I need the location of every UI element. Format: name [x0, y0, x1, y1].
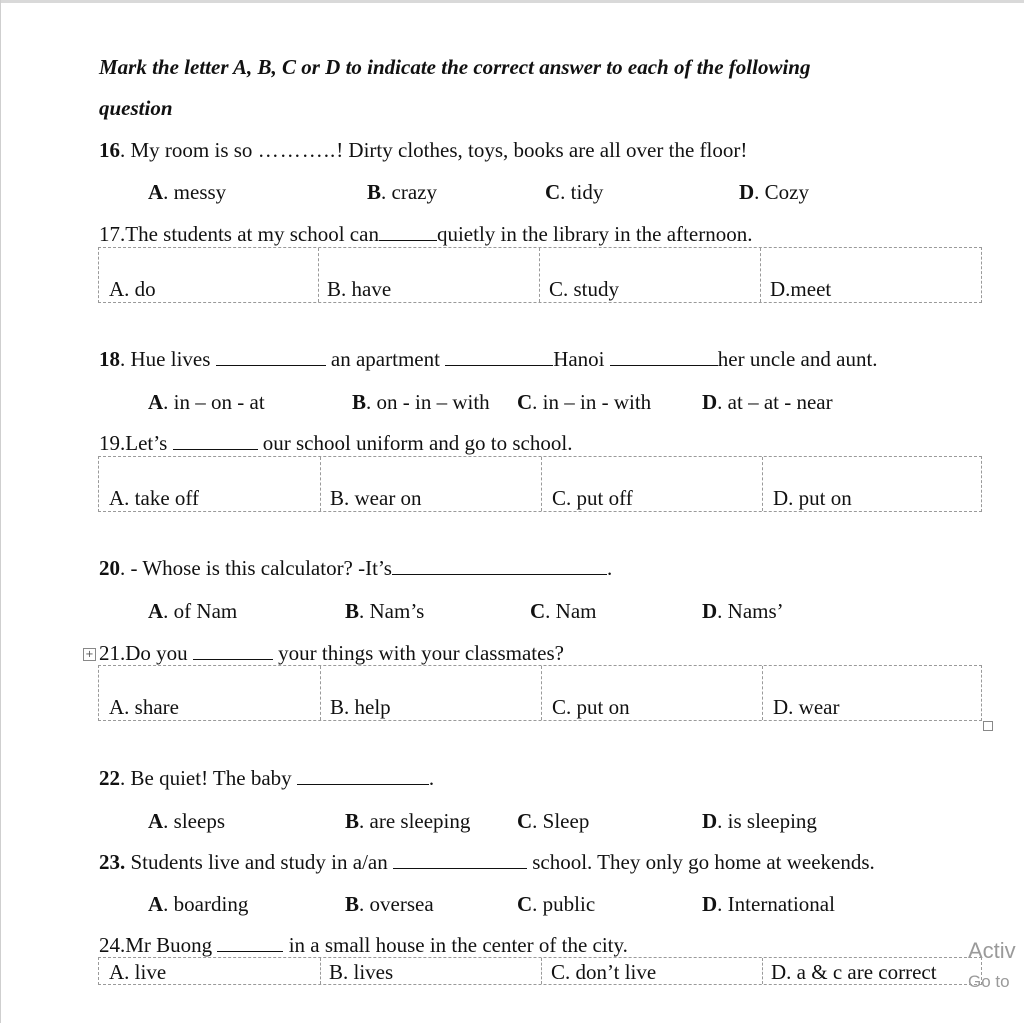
question-22: 22. Be quiet! The baby . [99, 766, 435, 790]
q20-option-c: C. Nam [530, 599, 597, 623]
activation-watermark-line-1: Activ [968, 938, 1016, 963]
question-18-number: 18 [99, 347, 120, 371]
question-20-number: 20 [99, 556, 120, 580]
q20-option-a: A. of Nam [148, 599, 238, 623]
question-18-blank-3 [610, 349, 718, 366]
q17-option-d: D.meet [770, 277, 832, 301]
q21-option-c: C. put on [552, 695, 630, 719]
question-18-blank-2 [445, 349, 553, 366]
q16-option-d: D. Cozy [739, 180, 809, 204]
q24-options-table [98, 957, 982, 985]
q20-option-d: D. Nams’ [702, 599, 784, 623]
q23-option-d: D. International [702, 892, 835, 916]
q16-option-a: A. messy [148, 180, 227, 204]
q24-option-b: B. lives [329, 960, 394, 984]
question-19-blank [173, 433, 258, 450]
q17-option-c: C. study [549, 277, 620, 301]
q23-option-a: A. boarding [148, 892, 249, 916]
q17-option-b: B. have [327, 277, 392, 301]
question-16-pre: . My room is so [120, 138, 258, 162]
question-20-blank [392, 558, 607, 575]
q21-option-b: B. help [330, 695, 391, 719]
instruction-line-1: Mark the letter A, B, C or D to indicate the correct answer to each of the following [99, 55, 811, 79]
q19-option-a: A. take off [109, 486, 199, 510]
q21-option-d: D. wear [773, 695, 840, 719]
q23-option-c: C. public [517, 892, 596, 916]
question-23: 23. Students live and study in a/an school. They only go home at weekends. [99, 850, 875, 874]
q19-option-d: D. put on [773, 486, 852, 510]
instruction-line-2: question [99, 96, 173, 120]
question-16-post: ! Dirty clothes, toys, books are all over the floor! [336, 138, 748, 162]
question-21: 21.Do you your things with your classmates? [99, 641, 564, 665]
q24-option-c: C. don’t live [551, 960, 657, 984]
q19-option-b: B. wear on [330, 486, 422, 510]
question-17-post: quietly in the library in the afternoon. [436, 222, 753, 246]
q19-options-table [98, 456, 982, 512]
q22-option-a: A. sleeps [148, 809, 225, 833]
question-17-lead: 17.The students at my school can [99, 222, 379, 246]
q17-option-a: A. do [109, 277, 156, 301]
q22-option-d: D. is sleeping [702, 809, 817, 833]
q19-option-c: C. put off [552, 486, 633, 510]
question-24-blank [217, 935, 283, 952]
question-22-number: 22 [99, 766, 120, 790]
question-22-blank [297, 768, 429, 785]
table-resize-handle[interactable] [983, 721, 993, 731]
q18-option-c: C. in – in - with [517, 390, 652, 414]
q21-option-a: A. share [109, 695, 179, 719]
question-19: 19.Let’s our school uniform and go to school. [99, 431, 573, 455]
q16-option-c: C. tidy [545, 180, 604, 204]
q18-option-b: B. on - in – with [352, 390, 490, 414]
q18-option-d: D. at – at - near [702, 390, 833, 414]
table-move-handle-icon[interactable]: + [83, 648, 96, 661]
page-left-edge [0, 0, 1, 1023]
question-17-blank [379, 224, 437, 241]
q24-option-d: D. a & c are correct [771, 960, 937, 984]
q22-option-b: B. are sleeping [345, 809, 471, 833]
question-21-blank [193, 643, 273, 660]
question-17 [99, 224, 752, 245]
question-23-number: 23. [99, 850, 126, 874]
question-16 [99, 140, 747, 161]
page-top-edge [0, 0, 1024, 3]
q22-option-c: C. Sleep [517, 809, 590, 833]
question-16-dots: ……….. [257, 138, 337, 162]
question-16-number: 16 [99, 138, 120, 162]
q16-option-b: B. crazy [367, 180, 437, 204]
question-18: 18. Hue lives an apartment Hanoi her uncle and aunt. [99, 347, 878, 371]
question-18-blank-1 [216, 349, 326, 366]
q20-option-b: B. Nam’s [345, 599, 425, 623]
q17-options-table [98, 247, 982, 303]
question-24: 24.Mr Buong in a small house in the center of the city. [99, 933, 628, 957]
question-23-blank [393, 852, 527, 869]
q24-option-a: A. live [109, 960, 167, 984]
activation-watermark-line-2: Go to [968, 972, 1010, 991]
q21-options-table [98, 665, 982, 721]
q18-option-a: A. in – on - at [148, 390, 265, 414]
q23-option-b: B. oversea [345, 892, 434, 916]
question-20: 20. - Whose is this calculator? -It’s . [99, 556, 613, 580]
